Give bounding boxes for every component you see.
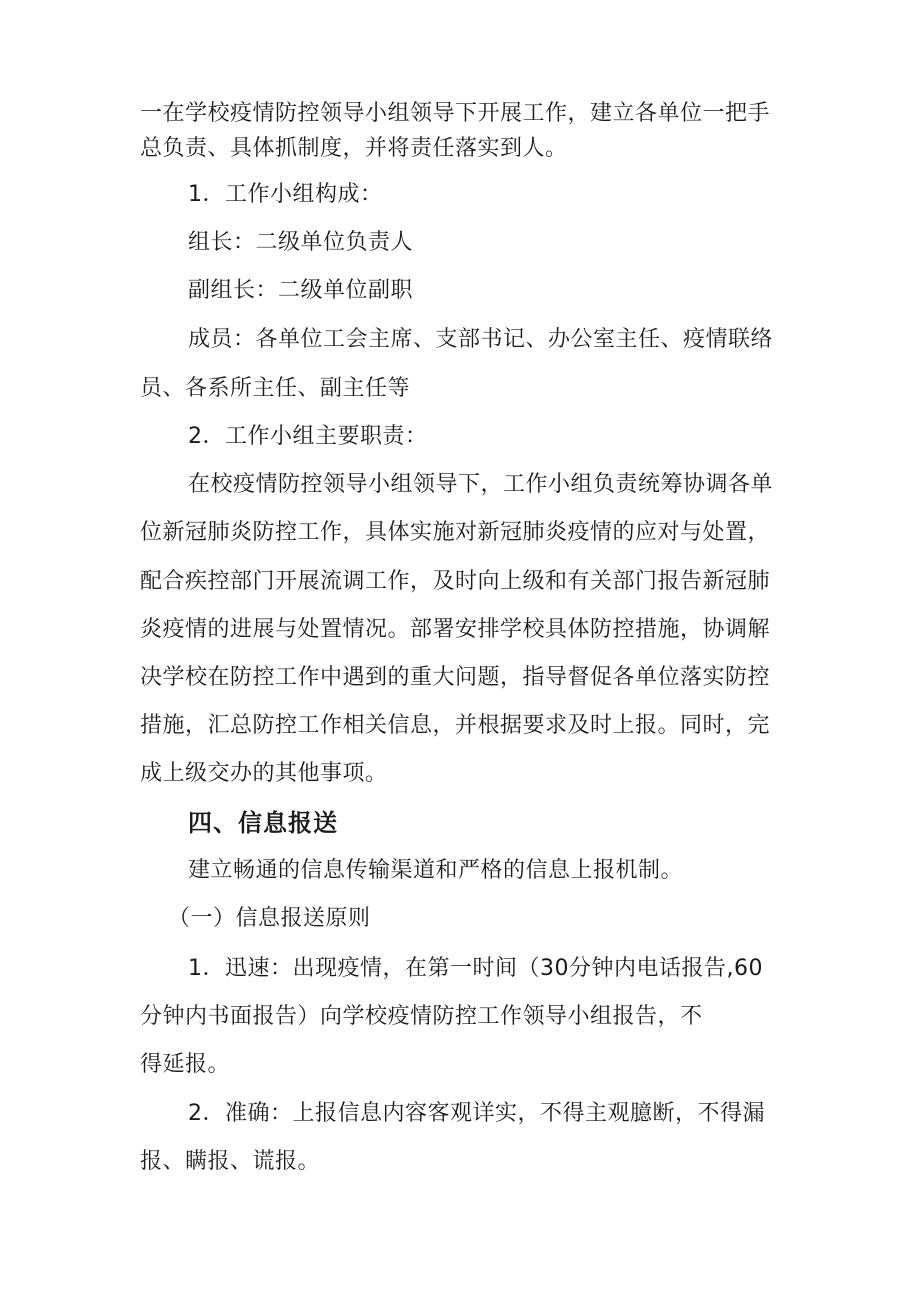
body-line: 在校疫情防控领导小组领导下，工作小组负责统筹协调各单 xyxy=(188,472,774,497)
section-heading: 四、信息报送 xyxy=(188,809,338,837)
body-line: 成员：各单位工会主席、支部书记、办公室主任、疫情联络 xyxy=(188,327,774,352)
body-line: 位新冠肺炎防控工作，具体实施对新冠肺炎疫情的应对与处置， xyxy=(140,520,771,545)
body-line: 分钟内书面报告）向学校疫情防控工作领导小组报告，不 xyxy=(140,1004,703,1029)
body-line: 组长：二级单位负责人 xyxy=(188,230,414,255)
body-line: 决学校在防控工作中遇到的重大问题，指导督促各单位落实防控 xyxy=(140,665,771,690)
body-line: 得延报。 xyxy=(140,1052,231,1077)
body-line: 员、各系所主任、副主任等 xyxy=(140,376,411,401)
subsection-heading: （一）信息报送原则 xyxy=(168,906,371,931)
body-line: 炎疫情的进展与处置情况。部署安排学校具体防控措施，协调解 xyxy=(140,617,771,642)
list-item-heading: 1．工作小组构成： xyxy=(188,182,383,207)
body-line: 1．迅速：出现疫情，在第一时间（30分钟内电话报告,60 xyxy=(188,956,763,981)
list-item-heading: 2．工作小组主要职责： xyxy=(188,424,428,449)
body-line: 2．准确：上报信息内容客观详实，不得主观臆断，不得漏 xyxy=(188,1101,765,1126)
body-line: 配合疾控部门开展流调工作，及时向上级和有关部门报告新冠肺 xyxy=(140,569,771,594)
body-line: 措施，汇总防控工作相关信息，并根据要求及时上报。同时，完 xyxy=(140,713,771,738)
body-line: 成上级交办的其他事项。 xyxy=(140,761,388,786)
body-line: 一在学校疫情防控领导小组领导下开展工作，建立各单位一把手 xyxy=(140,101,771,126)
body-line: 总负责、具体抓制度，并将责任落实到人。 xyxy=(140,136,568,161)
body-line: 报、瞒报、谎报。 xyxy=(140,1149,321,1174)
body-line: 建立畅通的信息传输渠道和严格的信息上报机制。 xyxy=(188,858,684,883)
body-line: 副组长：二级单位副职 xyxy=(188,278,414,303)
